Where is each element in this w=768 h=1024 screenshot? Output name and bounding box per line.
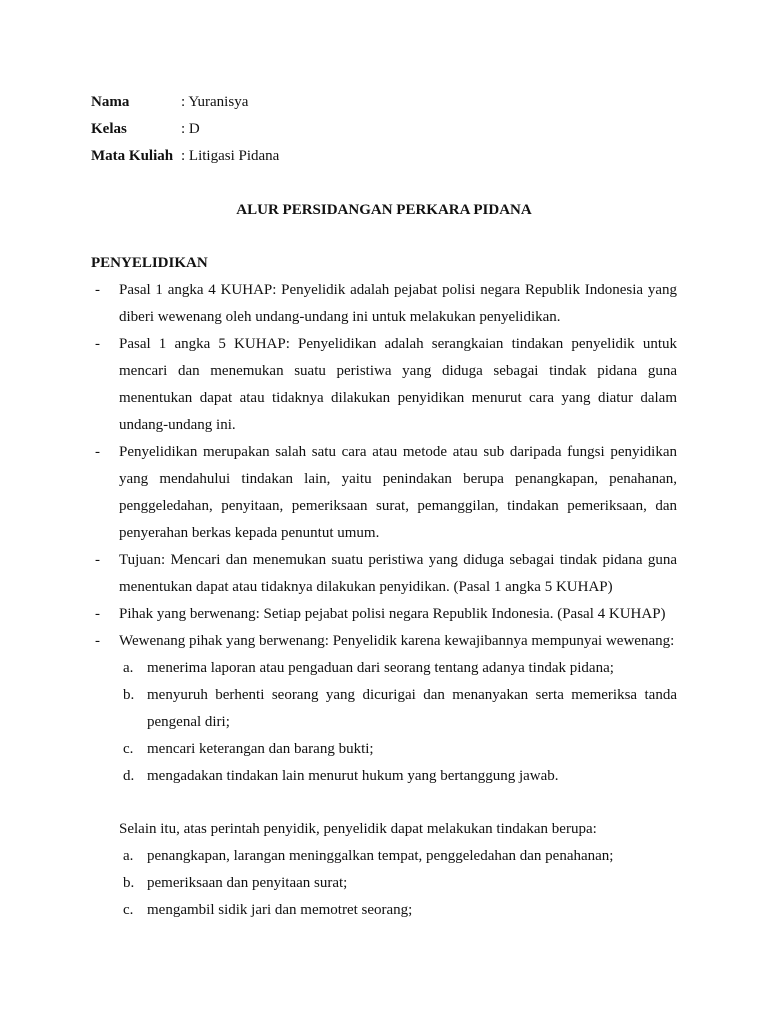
header-class-row [91, 119, 200, 139]
list-line: penangkapan, larangan meninggalkan tempat, penggeledahan dan penahanan; [147, 848, 614, 864]
list-line: pemeriksaan dan penyitaan surat; [147, 875, 348, 891]
bullet-line: penggeledahan, penyitaan, pemeriksaan surat, pemanggilan, tindakan pemeriksaan, dan [119, 498, 677, 514]
bullet-item-6 [119, 628, 677, 655]
class-label: Kelas [91, 121, 127, 137]
header-course-row [91, 146, 279, 166]
section-heading: PENYELIDIKAN [91, 255, 208, 271]
header-name-row [91, 92, 248, 112]
bullet-marker: - [95, 282, 100, 298]
bullet-item-3 [119, 439, 677, 547]
bullet-line: diberi wewenang oleh undang-undang ini untuk melakukan penyelidikan. [119, 309, 561, 325]
course-value: : Litigasi Pidana [181, 148, 280, 164]
bullet-line: Penyelidikan merupakan salah satu cara atau metode atau sub daripada fungsi penyidikan [119, 444, 677, 460]
name-value: : Yuranisya [181, 94, 249, 110]
list-marker: b. [123, 687, 135, 703]
list-line: menyuruh berhenti seorang yang dicurigai dan menanyakan serta memeriksa tanda [147, 687, 677, 703]
bullet-line: undang-undang ini. [119, 417, 236, 433]
list-line: mencari keterangan dan barang bukti; [147, 741, 374, 757]
document-title: ALUR PERSIDANGAN PERKARA PIDANA [236, 202, 532, 218]
authority-item-c [147, 736, 677, 763]
order-item-c [147, 897, 677, 924]
name-label: Nama [91, 94, 130, 110]
list-marker: c. [123, 902, 134, 918]
course-label: Mata Kuliah [91, 148, 174, 164]
list-line: mengadakan tindakan lain menurut hukum yang bertanggung jawab. [147, 768, 559, 784]
authority-item-a [147, 655, 677, 682]
list-marker: a. [123, 848, 134, 864]
order-paragraph: Selain itu, atas perintah penyidik, penyelidik dapat melakukan tindakan berupa: [119, 821, 597, 837]
bullet-line: Pasal 1 angka 4 KUHAP: Penyelidik adalah pejabat polisi negara Republik Indonesia yang [119, 282, 677, 298]
authority-item-b [147, 682, 677, 736]
bullet-line: Pasal 1 angka 5 KUHAP: Penyelidikan adalah serangkaian tindakan penyelidik untuk [119, 336, 677, 352]
bullet-line: menentukan dapat atau tidaknya dilakukan penyidikan. (Pasal 1 angka 5 KUHAP) [119, 579, 613, 595]
authority-item-d [147, 763, 677, 790]
bullet-line: Wewenang pihak yang berwenang: Penyelidik karena kewajibannya mempunyai wewenang: [119, 633, 675, 649]
list-line: pengenal diri; [147, 714, 230, 730]
order-item-a [147, 843, 677, 870]
bullet-line: mencari dan menemukan suatu peristiwa yang diduga sebagai tindak pidana guna [119, 363, 677, 379]
bullet-marker: - [95, 444, 100, 460]
bullet-marker: - [95, 606, 100, 622]
bullet-marker: - [95, 336, 100, 352]
bullet-line: Tujuan: Mencari dan menemukan suatu peristiwa yang diduga sebagai tindak pidana guna [119, 552, 677, 568]
list-marker: c. [123, 741, 134, 757]
bullet-marker: - [95, 552, 100, 568]
bullet-item-1 [119, 277, 677, 331]
list-line: menerima laporan atau pengaduan dari seorang tentang adanya tindak pidana; [147, 660, 614, 676]
list-marker: a. [123, 660, 134, 676]
class-value: : D [181, 121, 200, 137]
order-item-b [147, 870, 677, 897]
bullet-line: Pihak yang berwenang: Setiap pejabat polisi negara Republik Indonesia. (Pasal 4 KUHAP) [119, 606, 666, 622]
bullet-item-2 [119, 331, 677, 439]
list-marker: b. [123, 875, 135, 891]
bullet-line: menentukan dapat atau tidaknya dilakukan penyidikan menurut cara yang diatur dalam [119, 390, 677, 406]
bullet-line: penyerahan berkas kepada penuntut umum. [119, 525, 380, 541]
bullet-item-5 [119, 601, 677, 628]
bullet-item-4 [119, 547, 677, 601]
bullet-marker: - [95, 633, 100, 649]
list-marker: d. [123, 768, 135, 784]
list-line: mengambil sidik jari dan memotret seorang; [147, 902, 413, 918]
bullet-line: yang mendahului tindakan lain, yaitu penindakan berupa penangkapan, penahanan, [119, 471, 677, 487]
